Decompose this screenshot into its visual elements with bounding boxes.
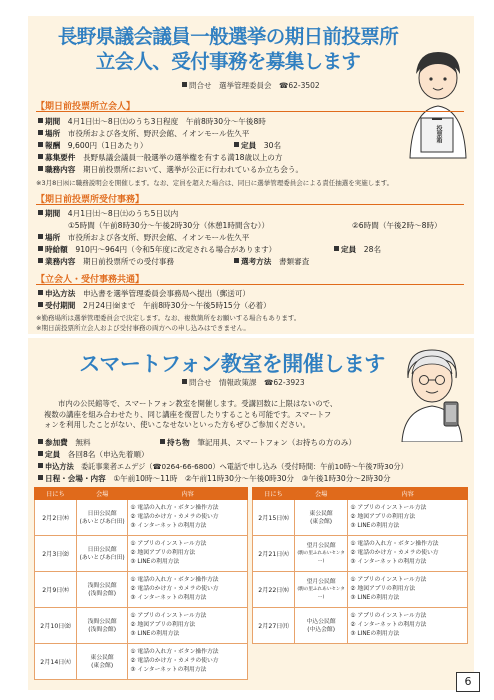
- schedule-content: [128, 536, 248, 572]
- content-item: ③ LINEの利用方法: [350, 630, 400, 637]
- schedule-date: 2月15日㈬: [253, 500, 295, 536]
- schedule-date: 2月21日㈫: [253, 536, 295, 572]
- schedule-venue: 浅間公民館 (浅間会館): [76, 572, 127, 608]
- content-item: ① 電話の入れ方・ボタン操作方法: [130, 649, 219, 656]
- content-item: ② 電話のかけ方・カメラの使い方: [130, 658, 219, 665]
- table-row: [35, 536, 248, 572]
- content-item: ① 電話の入れ方・ボタン操作方法: [350, 541, 439, 548]
- schedule-venue: 東公民館 (東会館): [294, 500, 347, 536]
- smartphone-apply: 申込方法 委託事業者エムデジ（☎0264-66-6800）へ電話で申し込み（受付時間：午前10時～午後7時30分）: [38, 462, 408, 472]
- schedule-date: 2月10日㈮: [35, 608, 77, 644]
- table-row: [35, 608, 248, 644]
- witness-requirement: 募集要件 長野県議会議員一般選挙の選挙権を有する満18歳以上の方: [38, 153, 282, 163]
- content-item: ② 地図アプリの利用方法: [350, 586, 416, 593]
- smartphone-title: スマートフォン教室を開催します: [79, 352, 385, 376]
- witness-place: 場所 市役所および各支所、野沢会館、イオンモール佐久平: [38, 129, 249, 139]
- election-title-line2: 立会人、受付事務を募集します: [95, 50, 361, 73]
- content-item: ③ インターネットの利用方法: [130, 666, 207, 673]
- col-header-content: 内容: [128, 488, 248, 500]
- witness-pay: 報酬 9,600円（1日あたり） 定員 30名: [38, 141, 148, 151]
- schedule-venue: 望月公民館 (駒の里ふれあいセンター): [294, 572, 347, 608]
- witness-period: 期間 4月1日㈯～8日㈯のうち3日程度 午前8時30分～午後8時: [38, 117, 266, 127]
- col-header-date: 日にち: [35, 488, 77, 500]
- content-item: ② 地図アプリの利用方法: [130, 622, 196, 629]
- content-item: ② 電話のかけ方・カメラの使い方: [130, 514, 219, 521]
- reception-wage: 時給額 910円～964円（令和5年度に改定される場合があります） 定員 28名: [38, 245, 276, 255]
- content-item: ③ インターネットの利用方法: [350, 558, 427, 565]
- content-item: ① アプリのインストール方法: [350, 577, 427, 584]
- content-item: ① 電話の入れ方・ボタン操作方法: [130, 505, 219, 512]
- schedule-table-left: [34, 487, 248, 680]
- reception-rule: [36, 204, 464, 205]
- content-item: ① アプリのインストール方法: [350, 505, 427, 512]
- content-item: ② 地図アプリの利用方法: [350, 514, 416, 521]
- schedule-content: [348, 500, 468, 536]
- table-row: [253, 608, 468, 644]
- schedule-content: [128, 500, 248, 536]
- content-item: ② 電話のかけ方・カメラの使い方: [350, 550, 439, 557]
- smartphone-intro: 市内の公民館等で、スマートフォン教室を開催します。受講回数に上限はないので、 複数の講座を組み合わせたり、同じ講座を復習したりすることも可能です。スマートフ ォンを利用したことがない、使いこなせないといった方もぜひご参加ください。: [44, 399, 338, 429]
- schedule-venue: 日田公民館 (あいとぴあ臼田): [76, 536, 127, 572]
- witness-rule: [36, 111, 464, 112]
- content-item: ① アプリのインストール方法: [130, 613, 207, 620]
- smartphone-contact: 問合せ 情報政策課 ☎62-3923: [182, 377, 305, 388]
- content-item: ② 地図アプリの利用方法: [130, 550, 196, 557]
- schedule-date: 2月14日㈫: [35, 644, 77, 680]
- schedule-table-right: 日にち 会場 内容 2月15日㈬ 東公民館 (東会館) ① アプリのインストール方法 ② 地図アプリの利用方法 ③ LINEの利用方法 2月21日㈫ 望月公民館 (駒の里ふれあいセンター) ① 電話の入れ方・ボタン操作方法 ② 電話のかけ方・カメラの使い方 ③ インターネットの利用方法 2月22日㈬ 望月公民館 (駒の里ふれあいセンター) ① アプリのインストール方法 ② 地図アプリの利用方法 ③ LINEの利用方法 2月27日㈪ 中込公民館 (中込会館) ① アプリのインストール方法 ② インターネットの利用方法 ③ LINEの利用方法: [252, 487, 468, 644]
- content-item: ① 電話の入れ方・ボタン操作方法: [130, 577, 219, 584]
- schedule-content: [128, 608, 248, 644]
- schedule-content: [128, 644, 248, 680]
- reception-place: 場所 市役所および各支所、野沢会館、イオンモール佐久平: [38, 233, 249, 243]
- smartphone-schedule-header: 日程・会場・内容 ①午前10時～11時 ②午前11時30分～午後0時30分 ③午後1時30分～2時30分: [38, 474, 391, 484]
- witness-note: ※3月8日㈬に職務説明会を開催します。なお、定員を超えた場合は、同日に選挙管理委員会による責任抽選を実施します。: [36, 179, 394, 187]
- schedule-date: 2月22日㈬: [253, 572, 295, 608]
- schedule-content: [348, 608, 468, 644]
- common-note1: ※勤務場所は選挙管理委員会で決定します。なお、複数箇所をお願いする場合もあります。: [36, 314, 301, 322]
- common-deadline: 受付期間 2月24日㈮まで 午前8時30分～午後5時15分（必着）: [38, 301, 271, 311]
- table-row: [253, 536, 468, 572]
- schedule-venue: 東公民館 (東会館): [76, 644, 127, 680]
- square-bullet-icon: [182, 82, 187, 87]
- schedule-content: [128, 572, 248, 608]
- smartphone-fee: 参加費 無料 持ち物 筆記用具、スマートフォン（お持ちの方のみ）: [38, 438, 91, 448]
- table-row: [35, 644, 248, 680]
- content-item: ③ LINEの利用方法: [130, 630, 180, 637]
- col-header-venue: 会場: [76, 488, 127, 500]
- content-item: ② インターネットの利用方法: [350, 622, 427, 629]
- witness-heading: 【期日前投票所立会人】: [36, 102, 136, 112]
- schedule-venue: 日田公民館 (あいとぴあ臼田): [76, 500, 127, 536]
- smartphone-capacity: 定員 各回8名（申込先着順）: [38, 450, 149, 460]
- reception-period: 期間 4月1日㈯～8日㈯のうち5日以内: [38, 209, 178, 219]
- content-item: ③ インターネットの利用方法: [130, 594, 207, 601]
- election-contact: 問合せ 選挙管理委員会 ☎62-3502: [182, 80, 320, 91]
- reception-heading: 【期日前投票所受付事務】: [36, 195, 145, 205]
- witness-duty: 職務内容 期日前投票所において、選挙が公正に行われているか立ち会う。: [38, 165, 303, 175]
- election-title-line1: 長野県議会議員一般選挙の期日前投票所: [57, 25, 399, 48]
- schedule-venue: 中込公民館 (中込会館): [294, 608, 347, 644]
- content-item: ③ LINEの利用方法: [350, 522, 400, 529]
- common-heading: 【立会人・受付事務共通】: [36, 275, 145, 285]
- ballot-box-label: 投票箱: [435, 125, 442, 143]
- common-note2: ※期日前投票所立会人および受付事務の両方への申し込みはできません。: [36, 324, 250, 332]
- content-item: ③ インターネットの利用方法: [130, 522, 207, 529]
- content-item: ① アプリのインストール方法: [130, 541, 207, 548]
- schedule-date: 2月2日㈭: [35, 500, 77, 536]
- smartphone-person-illustration: [396, 344, 470, 442]
- content-item: ③ LINEの利用方法: [350, 594, 400, 601]
- content-item: ① アプリのインストール方法: [350, 613, 427, 620]
- table-row: [253, 572, 468, 608]
- schedule-date: 2月3日㈮: [35, 536, 77, 572]
- schedule-venue: 望月公民館 (駒の里ふれあいセンター): [294, 536, 347, 572]
- schedule-date: 2月27日㈪: [253, 608, 295, 644]
- reception-work: 業務内容 期日前投票所での受付事務 選考方法 書類審査: [38, 257, 174, 267]
- table-row: [35, 572, 248, 608]
- schedule-venue: 浅間公民館 (浅間会館): [76, 608, 127, 644]
- common-rule: [36, 284, 464, 285]
- content-item: ② 電話のかけ方・カメラの使い方: [130, 586, 219, 593]
- table-row: [35, 500, 248, 536]
- table-row: [253, 500, 468, 536]
- content-item: ③ LINEの利用方法: [130, 558, 180, 565]
- schedule-content: [348, 536, 468, 572]
- election-title: [38, 24, 418, 74]
- reception-shifts: ①5時間（午前8時30分～午後2時30分（休憩1時間含む）） ②6時間（午後2時～8時）: [68, 221, 442, 230]
- page-number: 6: [456, 672, 480, 692]
- schedule-date: 2月9日㈭: [35, 572, 77, 608]
- common-apply: 申込方法 申込書を選挙管理委員会事務局へ提出（郵送可）: [38, 289, 250, 299]
- schedule-content: [348, 572, 468, 608]
